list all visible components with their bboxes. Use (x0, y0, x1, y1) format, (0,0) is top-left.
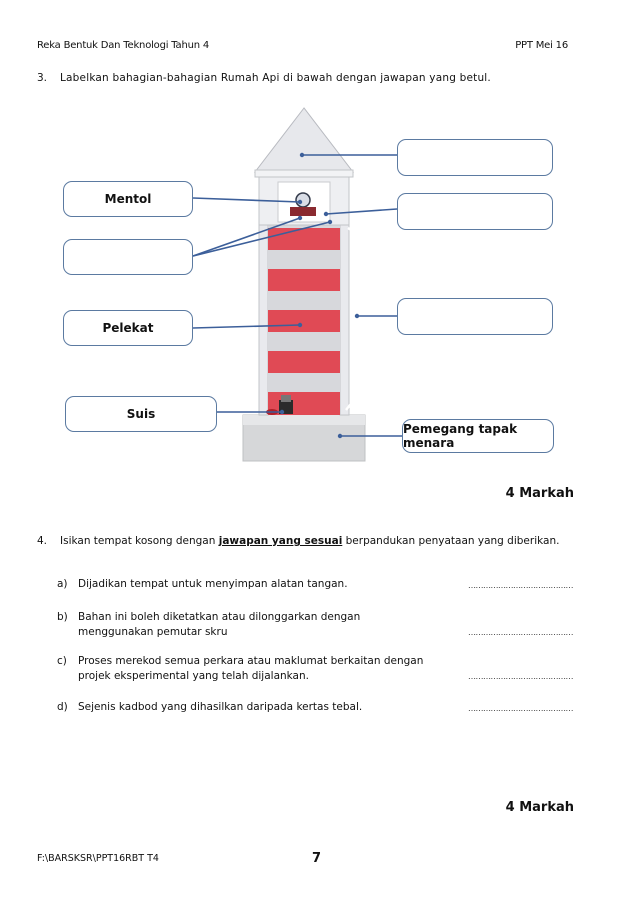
item-d-line-1: Sejenis kadbod yang dihasilkan daripada kertas tebal. (78, 701, 363, 713)
header-left: Reka Bentuk Dan Teknologi Tahun 4 (37, 40, 210, 51)
question-3-text: Labelkan bahagian-bahagian Rumah Api di bawah dengan jawapan yang betul. (60, 72, 491, 84)
label-box-blank-right-2[interactable] (397, 193, 553, 230)
item-d-letter: d) (57, 701, 68, 713)
striped-tower (268, 225, 340, 415)
question-3-number: 3. (37, 72, 48, 84)
label-box-pelekat[interactable] (63, 310, 193, 346)
lighthouse-roof (255, 108, 353, 172)
item-c-line-2: projek eksperimental yang telah dijalankan. (78, 670, 309, 682)
item-c-line-1: Proses merekod semua perkara atau maklumat berkaitan dengan (78, 655, 424, 667)
answer-blank-b[interactable]: …………………………………… (468, 628, 573, 637)
label-box-mentol[interactable] (63, 181, 193, 217)
label-box-suis[interactable] (65, 396, 217, 432)
answer-blank-a[interactable]: …………………………………… (468, 581, 573, 590)
label-text-mentol: Mentol (104, 192, 152, 206)
question-4-number: 4. (37, 535, 48, 547)
question-4-item-b (57, 610, 617, 642)
label-text-pemegang-tapak-menara: Pemegang tapak menara (403, 422, 518, 450)
question-4-marks: 4 Markah (505, 800, 574, 815)
item-b-letter: b) (57, 611, 68, 623)
footer-path: F:\BARSKSR\PPT16RBT T4 (37, 853, 159, 864)
question-4-item-c (57, 654, 617, 686)
bulb (296, 193, 310, 207)
question-4-text-after: berpandukan penyataan yang diberikan. (342, 535, 560, 547)
item-b-line-2: menggunakan pemutar skru (78, 626, 228, 638)
question-4-text-emphasis: jawapan yang sesuai (218, 535, 343, 547)
page-number: 7 (312, 851, 322, 866)
label-text-pelekat: Pelekat (102, 321, 154, 335)
label-text-suis: Suis (126, 407, 156, 421)
label-box-blank-right-1[interactable] (397, 139, 553, 176)
item-c-letter: c) (57, 655, 67, 667)
item-a-line-1: Dijadikan tempat untuk menyimpan alatan tangan. (78, 578, 348, 590)
question-3-marks: 4 Markah (505, 486, 574, 501)
item-b-line-1: Bahan ini boleh diketatkan atau dilonggarkan dengan (78, 611, 361, 623)
header-right: PPT Mei 16 (515, 40, 568, 51)
question-4-text-before: Isikan tempat kosong dengan (60, 535, 219, 547)
question-4-text (60, 535, 559, 547)
item-a-letter: a) (57, 578, 68, 590)
label-box-blank-left-2[interactable] (63, 239, 193, 275)
label-box-pemegang-tapak-menara[interactable] (402, 419, 554, 453)
answer-blank-c[interactable]: …………………………………… (468, 672, 573, 681)
answer-blank-d[interactable]: …………………………………… (468, 704, 573, 713)
label-box-blank-right-3[interactable] (397, 298, 553, 335)
